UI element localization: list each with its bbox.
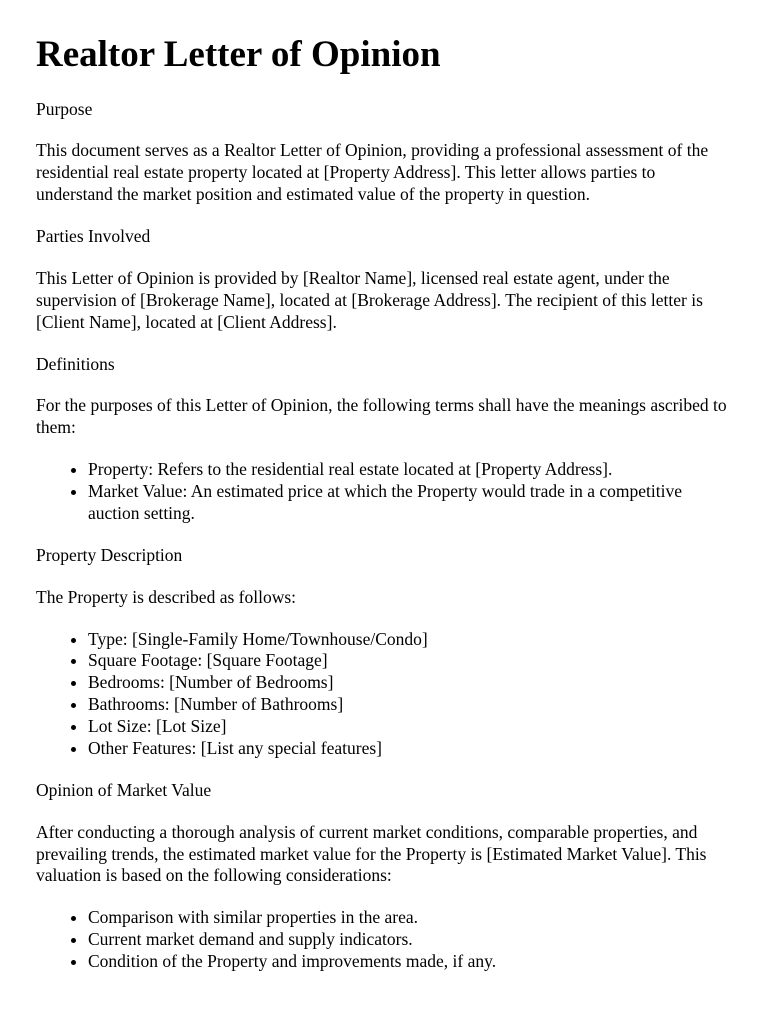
definitions-paragraph: For the purposes of this Letter of Opinion, the following terms shall have the meanings ascribed to them: [36, 395, 727, 438]
list-item: • Bedrooms: [Number of Bedrooms] [88, 672, 734, 694]
purpose-heading: Purpose [36, 98, 93, 119]
opinion-list [36, 907, 734, 973]
list-item: • Other Features: [List any special features] [88, 738, 734, 760]
property-description-heading: Property Description [36, 544, 183, 565]
parties-heading: Parties Involved [36, 226, 151, 247]
list-item: • Bathrooms: [Number of Bathrooms] [88, 694, 734, 716]
definitions-list [36, 459, 734, 525]
document-title: Realtor Letter of Opinion [36, 34, 441, 75]
list-item: • Comparison with similar properties in the area. [88, 907, 734, 929]
purpose-paragraph: This document serves as a Realtor Letter of Opinion, providing a professional assessment of the residential real estate property located at [Property Address]. This letter allows parties to understand the market position and estimated value of the property in question. [36, 140, 709, 205]
opinion-heading: Opinion of Market Value [36, 779, 212, 800]
list-item: • Market Value: An estimated price at which the Property would trade in a competitive auction setting. [88, 481, 734, 525]
list-item: • Current market demand and supply indicators. [88, 929, 734, 951]
definitions-heading: Definitions [36, 353, 115, 374]
parties-paragraph: This Letter of Opinion is provided by [Realtor Name], licensed real estate agent, under the supervision of [Brokerage Name], located at [Brokerage Address]. The recipient of this letter is [Client Name], located at [Client Address]. [36, 267, 703, 332]
list-item: • Type: [Single-Family Home/Townhouse/Condo] [88, 629, 734, 651]
list-item: • Property: Refers to the residential real estate located at [Property Address]. [88, 459, 734, 481]
list-item: • Lot Size: [Lot Size] [88, 716, 734, 738]
list-item: • Square Footage: [Square Footage] [88, 650, 734, 672]
opinion-paragraph: After conducting a thorough analysis of current market conditions, comparable properties, and prevailing trends, the estimated market value for the Property is [Estimated Market Value]. This valuation is based on the following considerations: [36, 821, 707, 886]
property-description-paragraph: The Property is described as follows: [36, 586, 297, 607]
property-description-list [36, 629, 734, 760]
list-item: • Condition of the Property and improvements made, if any. [88, 951, 734, 973]
